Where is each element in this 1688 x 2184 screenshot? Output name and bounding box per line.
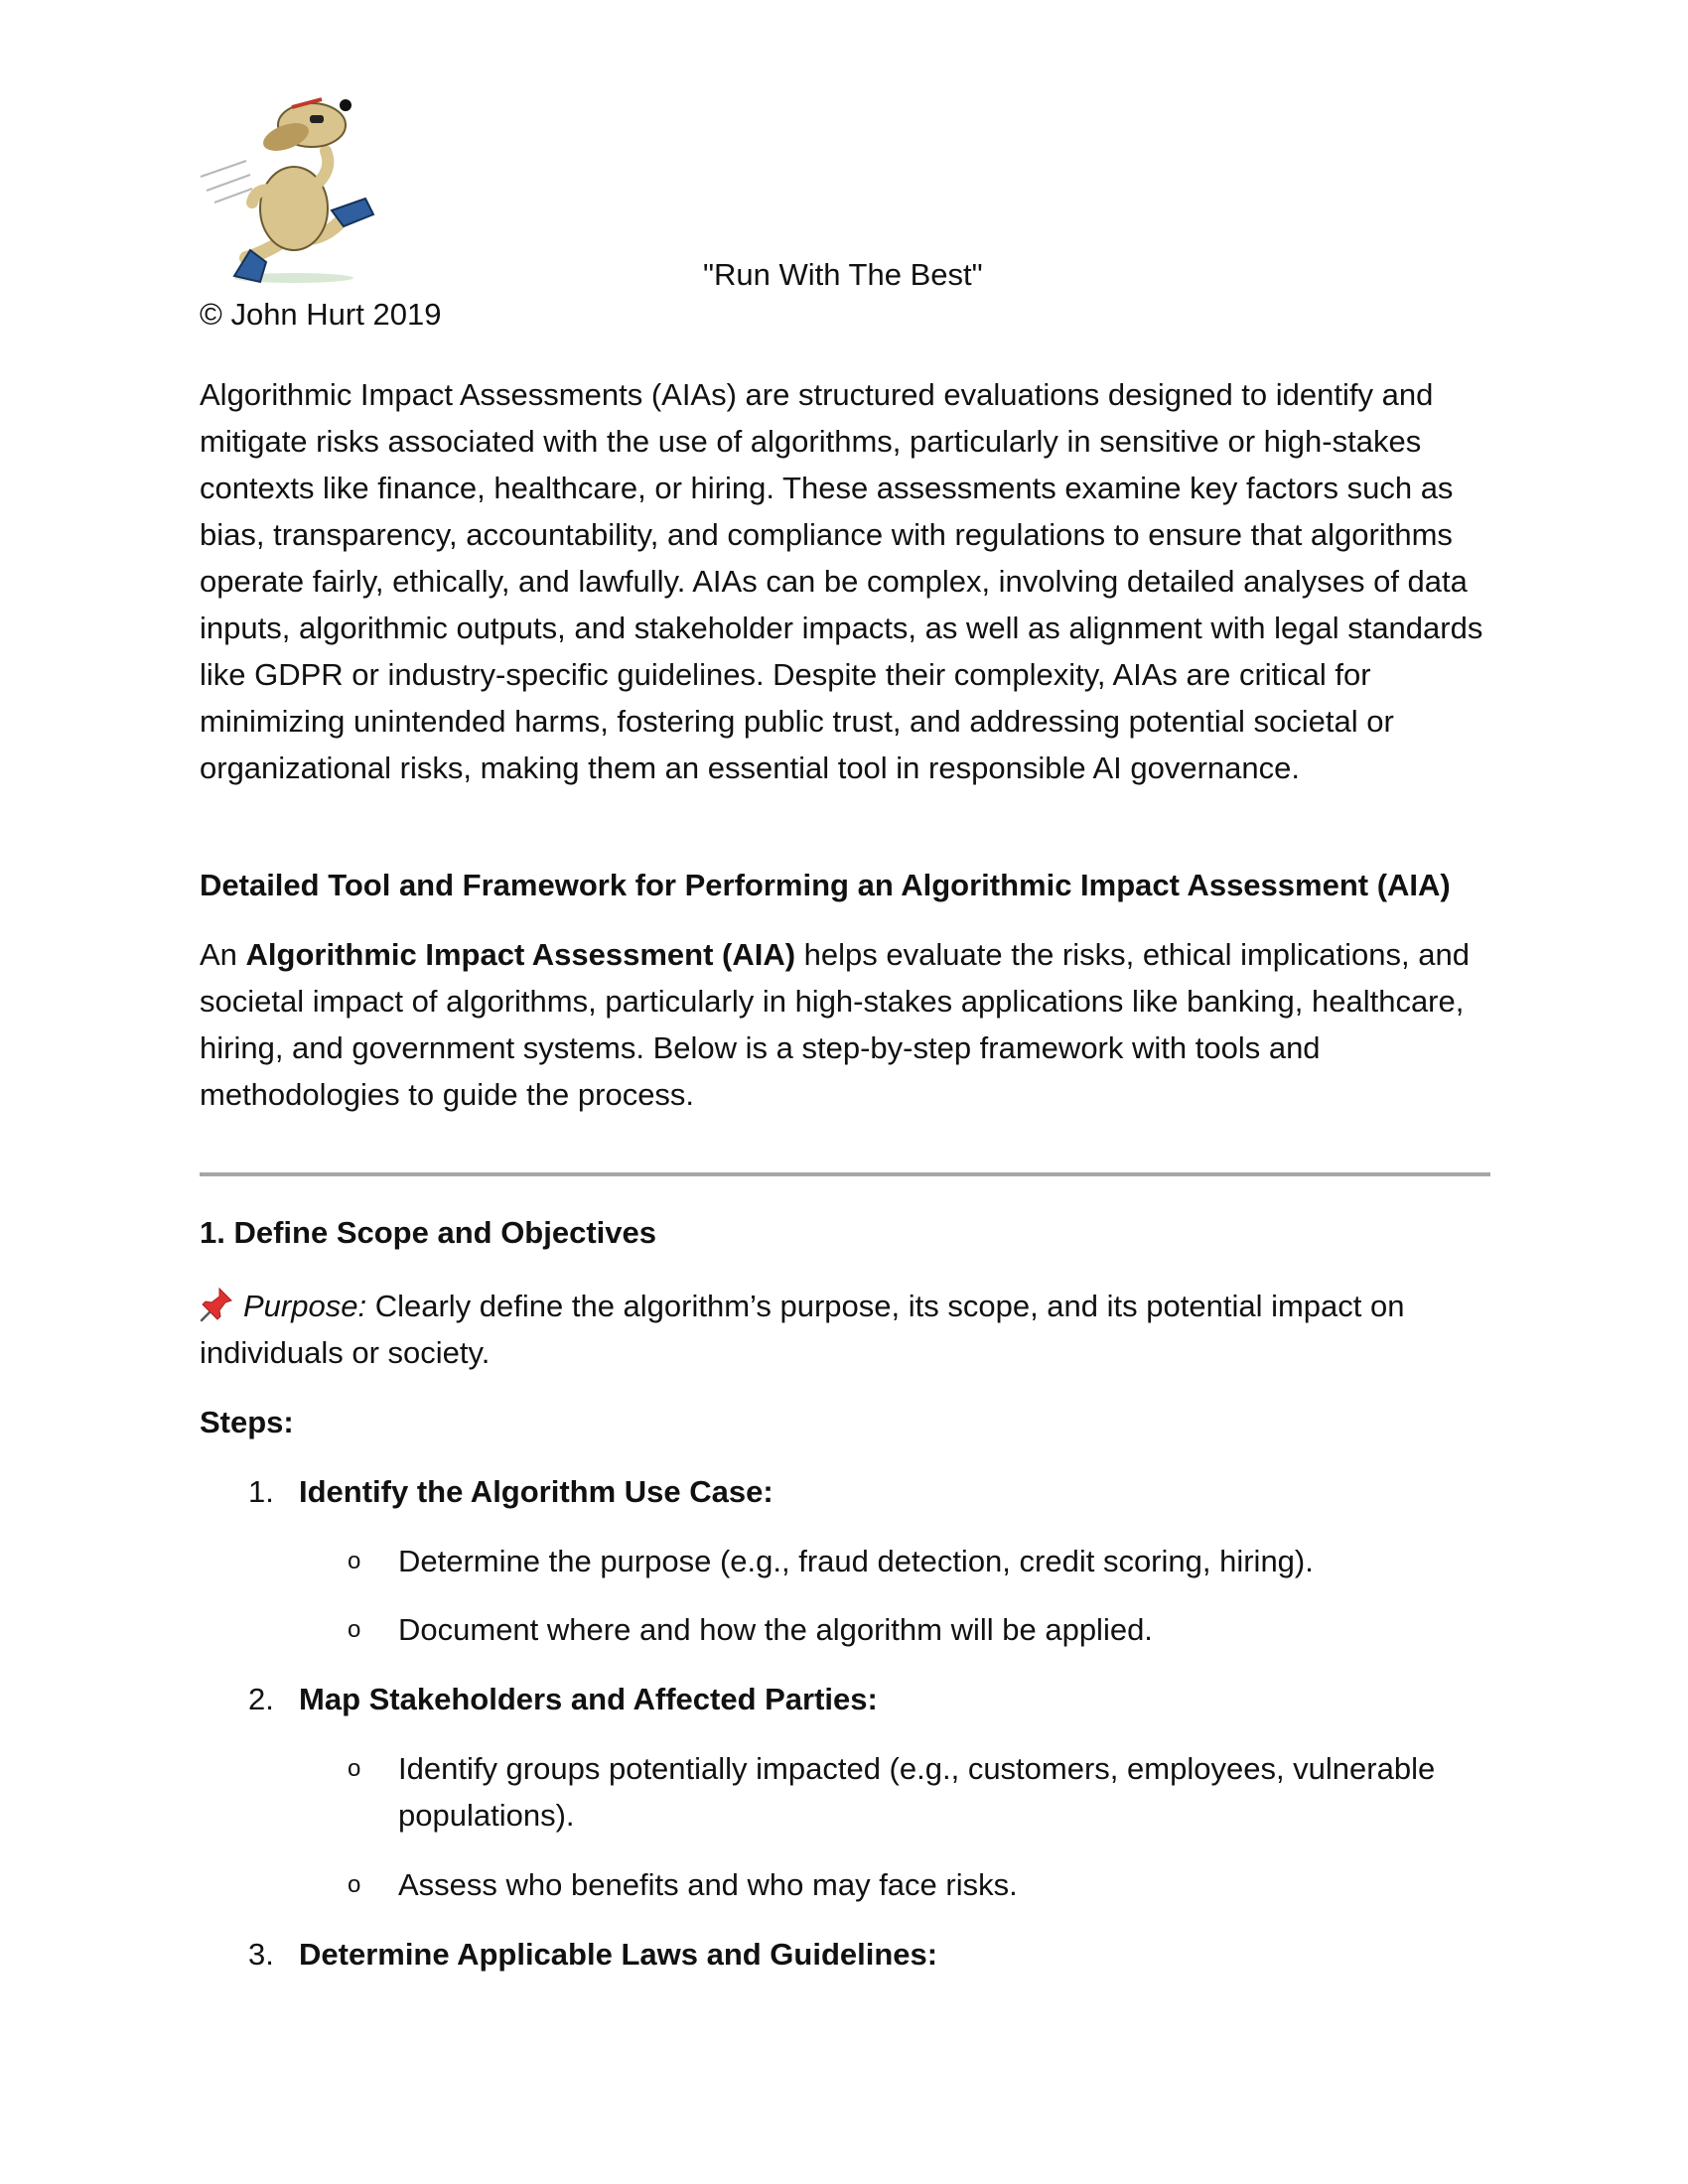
horizontal-divider: [200, 1172, 1490, 1176]
copyright-notice: © John Hurt 2019: [200, 297, 442, 332]
framework-heading: Detailed Tool and Framework for Performing an Algorithmic Impact Assessment (AIA): [200, 868, 1451, 902]
framework-paragraph-prefix: An: [200, 937, 246, 972]
section-heading: 1. Define Scope and Objectives: [200, 1215, 656, 1250]
framework-paragraph: [200, 931, 1510, 1118]
framework-paragraph-rest: helps evaluate the risks, ethical implications, and societal impact of algorithms, particularly in high-stakes applications like banking, healthcare, hiring, and government systems. Below is a step-by-step framework with tools and methodologies to guide the process.: [200, 937, 1470, 1112]
bullet-marker: o: [348, 1616, 361, 1643]
pushpin-icon: [200, 1287, 233, 1322]
intro-paragraph: Algorithmic Impact Assessments (AIAs) are structured evaluations designed to identify and mitigate risks associated with the use of algorithms, particularly in sensitive or high-stakes contexts like finance, healthcare, or hiring. These assessments examine key factors such as bias, transparency, accountability, and compliance with regulations to ensure that algorithms operate fairly, ethically, and lawfully. AIAs can be complex, involving detailed analyses of data inputs, algorithmic outputs, and stakeholder impacts, as well as alignment with legal standards like GDPR or industry-specific guidelines. Despite their complexity, AIAs are critical for minimizing unintended harms, fostering public trust, and addressing potential societal or organizational risks, making them an essential tool in responsible AI governance.: [200, 377, 1483, 785]
purpose-paragraph: [200, 1283, 1510, 1376]
step-number: 1.: [248, 1474, 274, 1509]
bullet-marker: o: [348, 1548, 361, 1574]
step-number: 3.: [248, 1937, 274, 1972]
step-label: Determine Applicable Laws and Guidelines:: [299, 1937, 938, 1972]
purpose-label: Purpose:: [243, 1289, 367, 1323]
bullet-marker: o: [348, 1871, 361, 1898]
bullet-text: Assess who benefits and who may face risks.: [398, 1867, 1018, 1902]
tagline: "Run With The Best": [703, 257, 983, 292]
purpose-text: Clearly define the algorithm’s purpose, its scope, and its potential impact on individuals or society.: [200, 1289, 1405, 1370]
steps-label: Steps:: [200, 1405, 294, 1439]
framework-paragraph-bold: Algorithmic Impact Assessment (AIA): [245, 937, 796, 972]
step-number: 2.: [248, 1682, 274, 1716]
bullet-text: Determine the purpose (e.g., fraud detection, credit scoring, hiring).: [398, 1544, 1314, 1578]
bullet-text: Identify groups potentially impacted (e.g., customers, employees, vulnerable populations).: [398, 1751, 1436, 1833]
running-dog-mascot-icon: [195, 91, 383, 286]
bullet-marker: o: [348, 1755, 361, 1782]
bullet-text: Document where and how the algorithm will be applied.: [398, 1612, 1153, 1647]
step-label: Identify the Algorithm Use Case:: [299, 1474, 774, 1509]
step-label: Map Stakeholders and Affected Parties:: [299, 1682, 878, 1716]
